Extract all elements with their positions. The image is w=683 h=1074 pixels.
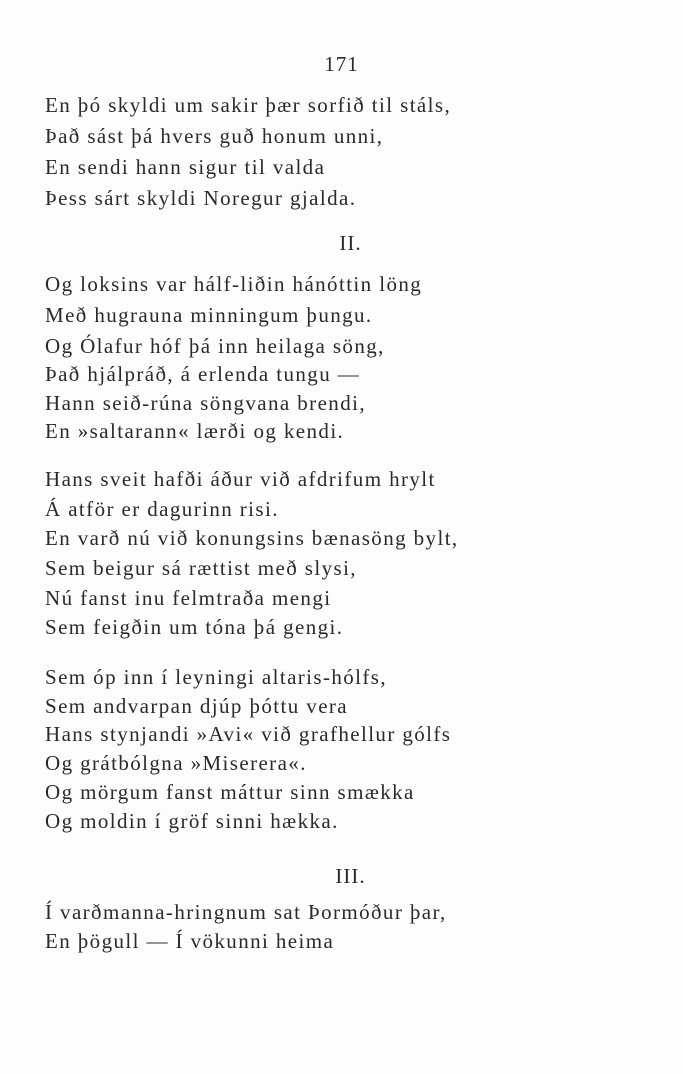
verse-line: Sem andvarpan djúp þóttu vera	[45, 694, 349, 718]
verse-line: En þögull — Í vökunni heima	[45, 929, 335, 953]
verse-line: Það hjálpráð, á erlenda tungu —	[45, 362, 361, 386]
verse-line: Nú fanst inu felmtraða mengi	[45, 586, 332, 610]
verse-line: Þess sárt skyldi Noregur gjalda.	[45, 186, 357, 210]
verse-line: Sem óp inn í leyningi altaris-hólfs,	[45, 665, 388, 689]
verse-line: En þó skyldi um sakir þær sorfið til stáls,	[45, 93, 452, 117]
verse-line: Og Ólafur hóf þá inn heilaga söng,	[45, 334, 385, 358]
page-number: 171	[324, 52, 359, 76]
verse-line: En varð nú við konungsins bænasöng bylt,	[45, 526, 459, 550]
verse-line: Sem beigur sá rættist með slysi,	[45, 556, 357, 580]
verse-line: Sem feigðin um tóna þá gengi.	[45, 615, 344, 639]
verse-line: Það sást þá hvers guð honum unni,	[45, 124, 384, 148]
section-heading-3: III.	[335, 864, 366, 888]
verse-line: Og grátbólgna »Miserera«.	[45, 751, 307, 775]
verse-line: En »saltarann« lærði og kendi.	[45, 419, 345, 443]
verse-line: Og mörgum fanst máttur sinn smækka	[45, 780, 415, 804]
verse-line: Á atför er dagurinn risi.	[45, 497, 279, 521]
verse-line: Hans stynjandi »Avi« við grafhellur gólfs	[45, 722, 452, 746]
verse-line: Og moldin í gröf sinni hækka.	[45, 809, 339, 833]
section-heading-2: II.	[339, 231, 362, 255]
verse-line: Hann seið-rúna söngvana brendi,	[45, 391, 366, 415]
verse-line: Með hugrauna minningum þungu.	[45, 303, 373, 327]
verse-line: Og loksins var hálf-liðin hánóttin löng	[45, 272, 423, 296]
verse-line: Hans sveit hafði áður við afdrifum hrylt	[45, 467, 436, 491]
verse-line: En sendi hann sigur til valda	[45, 155, 326, 179]
verse-line: Í varðmanna-hringnum sat Þormóður þar,	[45, 900, 447, 924]
